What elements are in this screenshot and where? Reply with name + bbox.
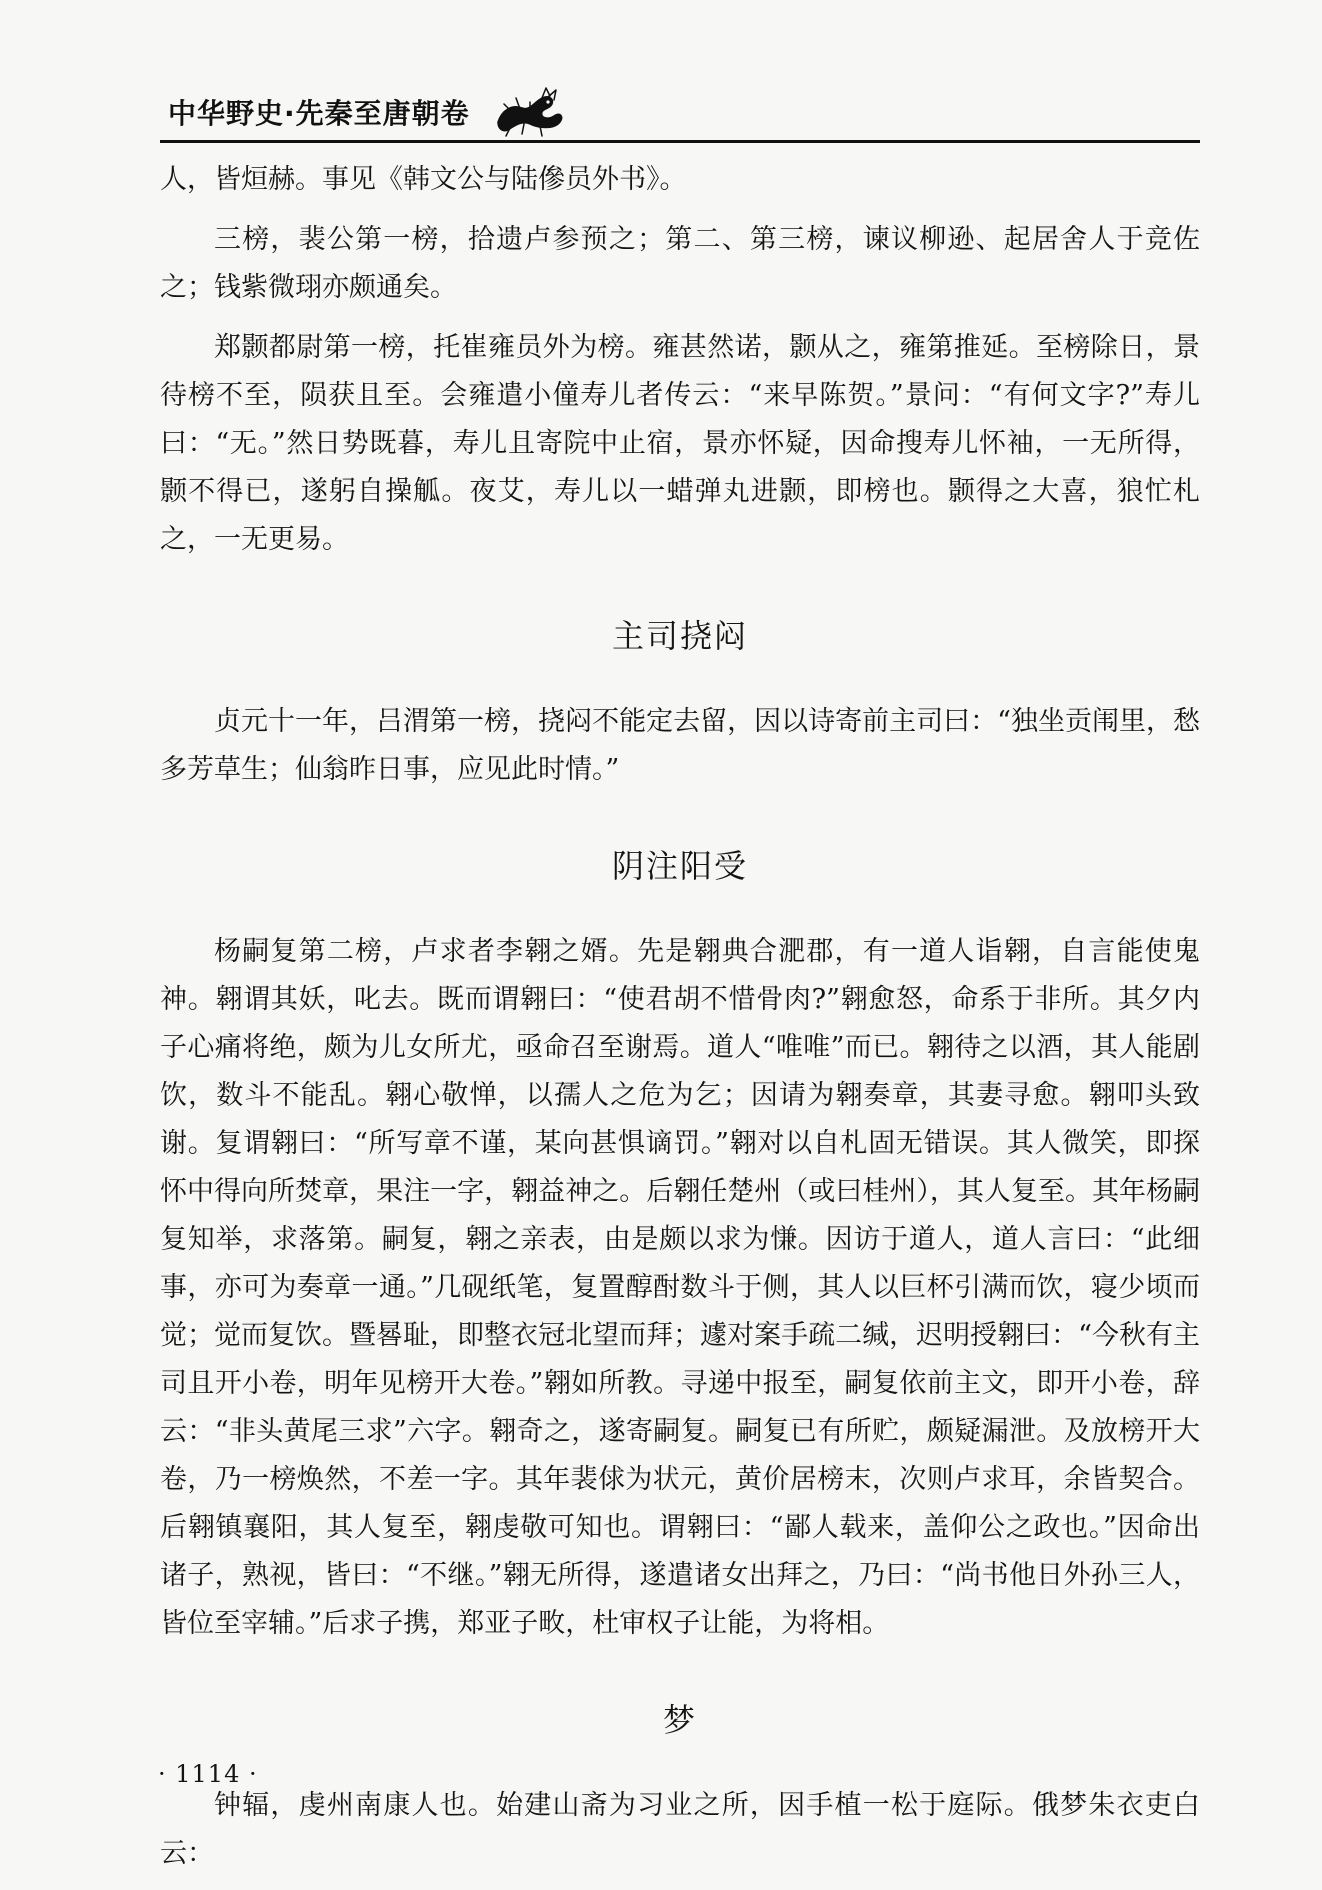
section-heading: 梦 — [662, 1701, 697, 1739]
paragraph: 郑颢都尉第一榜，托崔雍员外为榜。雍甚然诺，颢从之，雍第推延。至榜除日，景待榜不至，陨获且至。会雍遣小僮寿儿者传云：“来早陈贺。”景问：“有何文字?”寿儿曰：“无。”然日势既暮，寿儿且寄院中止宿，景亦怀疑，因命搜寿儿怀袖，一无所得，颢不得已，遂躬自操觚。夜艾，寿儿以一蜡弹丸进颢，即榜也。颢得之大喜，狼忙札之，一无更易。 — [160, 332, 1200, 555]
running-header — [160, 84, 1200, 144]
dragon-emblem-icon — [490, 82, 570, 140]
paragraph: 人，皆烜赫。事见《韩文公与陆傪员外书》。 — [160, 164, 687, 195]
paragraph: 杨嗣复第二榜，卢求者李翱之婿。先是翱典合淝郡，有一道人诣翱，自言能使鬼神。翱谓其妖，叱去。既而谓翱曰：“使君胡不惜骨肉?”翱愈怒，命系于非所。其夕内子心痛将绝，颇为儿女所尤，亟命召至谢焉。道人“唯唯”而已。翱待之以酒，其人能剧饮，数斗不能乱。翱心敬惮，以孺人之危为乞；因请为翱奏章，其妻寻愈。翱叩头致谢。复谓翱曰：“所写章不谨，某向甚惧谪罚。”翱对以自札固无错误。其人微笑，即探怀中得向所焚章，果注一字，翱益神之。后翱任楚州（或曰桂州），其人复至。其年杨嗣复知举，求落第。嗣复，翱之亲表，由是颇以求为慊。因访于道人，道人言曰：“此细事，亦可为奏章一通。”几砚纸笔，复置醇酎数斗于侧，其人以巨杯引满而饮，寝少顷而觉；觉而复饮。暨晷耻，即整衣冠北望而拜；遽对案手疏二缄，迟明授翱曰：“今秋有主司且开小卷，明年见榜开大卷。”翱如所教。寻递中报至，嗣复依前主文，即开小卷，辞云：“非头黄尾三求”六字。翱奇之，遂寄嗣复。嗣复已有所贮，颇疑漏泄。及放榜开大卷，乃一榜焕然，不差一字。其年裴俅为状元，黄价居榜末，次则卢求耳，余皆契合。后翱镇襄阳，其人复至，翱虔敬可知也。谓翱曰：“鄙人载来，盖仰公之政也。”因命出诸子，熟视，皆曰：“不继。”翱无所得，遂遣诸女出拜之，乃曰：“尚书他日外孙三人，皆位至宰辅。”后求子携，郑亚子畋，杜审权子让能，为将相。 — [160, 936, 1200, 1639]
main-text — [160, 156, 1200, 1890]
section-heading: 主司挠闷 — [611, 617, 748, 655]
header-title: 中华野史·先秦至唐朝卷 — [168, 97, 470, 130]
section-heading: 阴注阳受 — [611, 847, 748, 885]
header-rule — [160, 140, 1200, 143]
paragraph: 三榜，裴公第一榜，拾遗卢参预之；第二、第三榜，谏议柳逊、起居舍人于竞佐之；钱紫微珝亦颇通矣。 — [160, 224, 1200, 303]
paragraph: 贞元十一年，吕渭第一榜，挠闷不能定去留，因以诗寄前主司曰：“独坐贡闱里，愁多芳草生；仙翁昨日事，应见此时情。” — [160, 706, 1200, 785]
page-number: · 1114 · — [158, 1760, 258, 1788]
paragraph: 钟辐，虔州南康人也。始建山斋为习业之所，因手植一松于庭际。俄梦朱衣吏白云： — [160, 1790, 1200, 1869]
